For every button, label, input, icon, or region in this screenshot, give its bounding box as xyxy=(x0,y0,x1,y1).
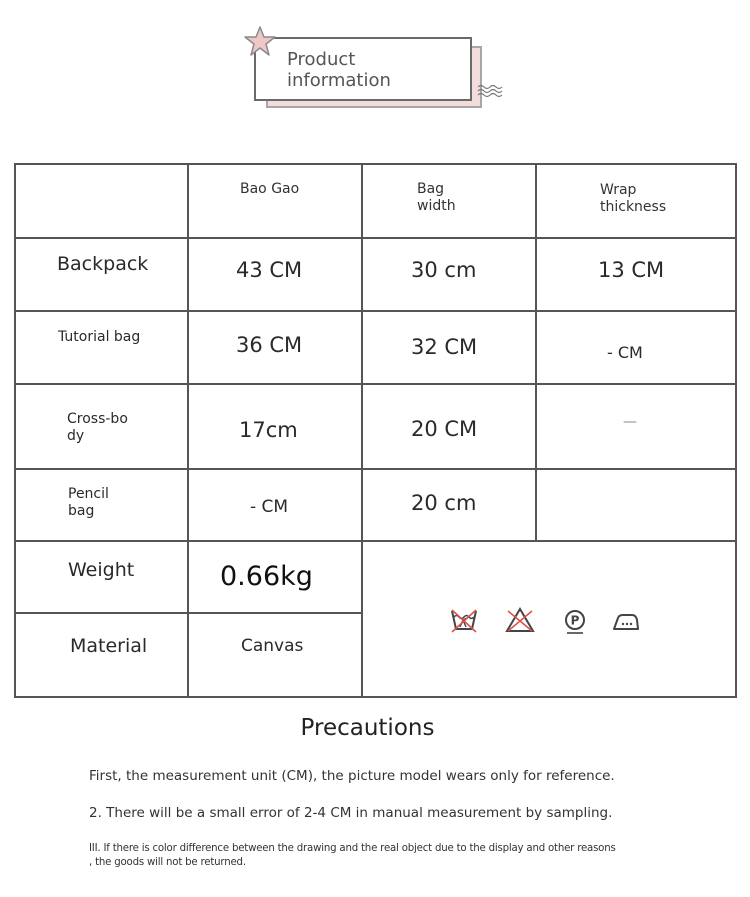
col-header-height: Bao Gao xyxy=(240,181,300,197)
cell-crossbody-width: 20 CM xyxy=(411,417,478,441)
size-table xyxy=(14,163,737,698)
waves-icon xyxy=(477,83,503,99)
col-header-thickness: Wrap thickness xyxy=(600,182,667,215)
row-label-pencil-bag: Pencil bag xyxy=(68,486,109,519)
material-value: Canvas xyxy=(241,636,304,656)
row-label-backpack: Backpack xyxy=(57,253,149,275)
precaution-item-1: First, the measurement unit (CM), the picture model wears only for reference. xyxy=(89,768,615,784)
product-info-badge xyxy=(240,20,510,120)
no-bleach-icon xyxy=(505,606,535,634)
cell-backpack-thickness: 13 CM xyxy=(598,258,665,282)
precautions-title: Precautions xyxy=(300,715,435,741)
cell-crossbody-thickness: — xyxy=(623,414,637,430)
svg-text:P: P xyxy=(570,613,580,628)
cell-tutorial-thickness: - CM xyxy=(607,343,643,362)
cell-tutorial-height: 36 CM xyxy=(236,333,303,357)
cell-pencil-height: - CM xyxy=(250,497,289,517)
col-header-width: Bag width xyxy=(417,181,456,214)
row-label-cross-body: Cross-bo dy xyxy=(67,411,128,444)
precaution-item-3: III. If there is color difference between the drawing and the real object due to the display and other reasons , the goods will not be returned. xyxy=(89,843,616,868)
row-label-tutorial-bag: Tutorial bag xyxy=(58,329,141,345)
iron-low-icon xyxy=(612,610,640,632)
dry-clean-p-icon xyxy=(563,609,587,635)
weight-value: 0.66kg xyxy=(220,561,313,592)
cell-backpack-height: 43 CM xyxy=(236,258,303,282)
star-icon xyxy=(242,24,278,60)
page-title: Product information xyxy=(287,49,391,91)
material-label: Material xyxy=(70,635,148,657)
cell-pencil-width: 20 cm xyxy=(411,491,477,515)
cell-backpack-width: 30 cm xyxy=(411,258,477,282)
hand-wash-icon xyxy=(449,607,479,635)
cell-crossbody-height: 17cm xyxy=(239,418,298,442)
precaution-item-2: 2. There will be a small error of 2-4 CM in manual measurement by sampling. xyxy=(89,805,613,821)
weight-label: Weight xyxy=(68,559,135,581)
cell-tutorial-width: 32 CM xyxy=(411,335,478,359)
